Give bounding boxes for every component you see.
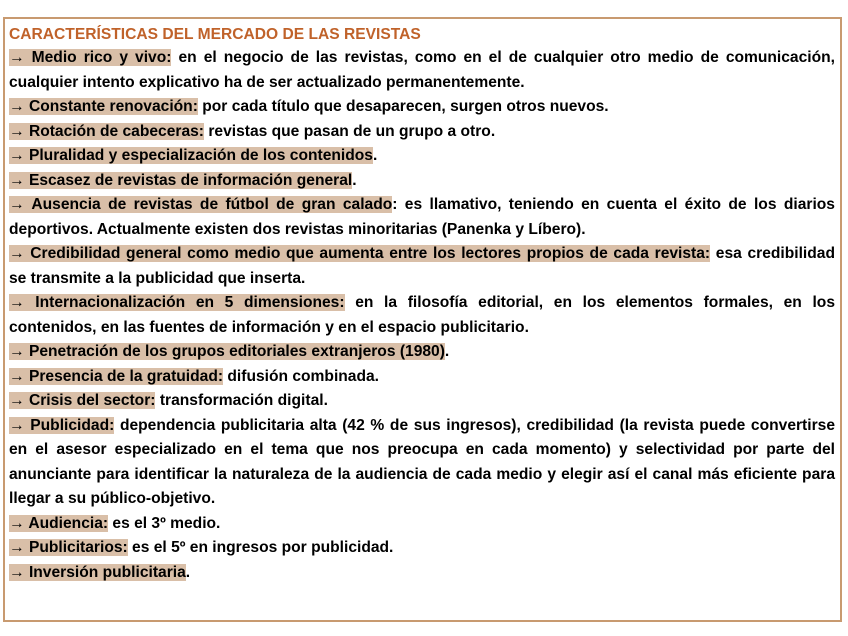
item-term: → Penetración de los grupos editoriales extranjeros (1980) [9, 343, 445, 360]
item-description: . [352, 171, 357, 189]
list-item [9, 95, 835, 120]
list-item [9, 46, 835, 95]
arrow-icon: → [9, 171, 25, 189]
arrow-icon: → [9, 122, 25, 140]
item-term: → Audiencia: [9, 514, 109, 532]
document-content [9, 24, 835, 585]
item-description: . [372, 147, 378, 164]
item-description: esa credibilidad se transmite a la publicidad que inserta. [9, 245, 835, 287]
list-item [9, 291, 835, 340]
item-description: transformación digital. [155, 392, 328, 409]
item-term: → Medio rico y vivo: [9, 49, 172, 66]
item-term: → Ausencia de revistas de fútbol de gran calado [9, 196, 393, 213]
arrow-icon: → [9, 343, 25, 360]
item-description: revistas que pasan de un grupo a otro. [204, 122, 496, 140]
arrow-icon: → [9, 196, 25, 213]
item-description: en la filosofía editorial, en los elementos formales, en los contenidos, en las fuentes de información y en el espacio publicitario. [9, 294, 835, 336]
list-item [9, 389, 835, 414]
arrow-icon: → [9, 245, 25, 262]
list-item [9, 512, 835, 537]
arrow-icon: → [9, 147, 25, 164]
item-term: → Rotación de cabeceras: [9, 122, 205, 140]
item-term: → Inversión publicitaria [9, 563, 186, 581]
arrow-icon: → [9, 367, 25, 385]
item-term: → Pluralidad y especialización de los contenidos [9, 147, 373, 164]
list-item [9, 536, 835, 561]
arrow-icon: → [9, 294, 25, 311]
list-item [9, 242, 835, 291]
arrow-icon: → [9, 98, 25, 115]
item-term: → Credibilidad general como medio que aumenta entre los lectores propios de cada revista: [9, 245, 711, 262]
item-description: . [444, 343, 450, 360]
arrow-icon: → [9, 514, 25, 532]
item-term: → Crisis del sector: [9, 392, 156, 409]
arrow-icon: → [9, 49, 25, 66]
list-item [9, 365, 835, 390]
item-description: en el negocio de las revistas, como en el de cualquier otro medio de comunicación, cualquier intento explicativo ha de ser actualizado permanentemente. [9, 49, 835, 91]
list-item [9, 414, 835, 512]
arrow-icon: → [9, 392, 25, 409]
document-title: CARACTERÍSTICAS DEL MERCADO DE LAS REVISTAS [9, 26, 421, 43]
arrow-icon: → [9, 563, 25, 581]
item-term: → Publicidad: [9, 416, 115, 434]
list-item [9, 169, 835, 194]
list-item [9, 193, 835, 242]
item-description: difusión combinada. [223, 367, 380, 385]
list-item [9, 144, 835, 169]
item-term: → Presencia de la gratuidad: [9, 367, 224, 385]
item-term: → Internacionalización en 5 dimensiones: [9, 294, 345, 311]
list-item [9, 120, 835, 145]
item-term: → Publicitarios: [9, 539, 128, 556]
item-term: → Escasez de revistas de información general [9, 171, 353, 189]
item-description: es el 3º medio. [108, 514, 221, 532]
item-description: dependencia publicitaria alta (42 % de sus ingresos), credibilidad (la revista puede convertirse en el asesor especializado en el tema que nos preocupa en cada momento) y selectividad por parte del anunciante para identificar la naturaleza de la audiencia de cada medio y elegir así el canal más eficiente para llegar a su público-objetivo. [9, 416, 835, 507]
arrow-icon: → [9, 416, 25, 434]
list-item [9, 561, 835, 586]
item-description: es el 5º en ingresos por publicidad. [127, 539, 394, 556]
item-description: por cada título que desaparecen, surgen otros nuevos. [197, 98, 609, 115]
list-item [9, 340, 835, 365]
item-description: : es llamativo, teniendo en cuenta el éxito de los diarios deportivos. Actualmente existen dos revistas minoritarias (Panenka y Líbero). [9, 196, 835, 238]
item-description: . [185, 563, 191, 581]
arrow-icon: → [9, 539, 25, 556]
item-term: → Constante renovación: [9, 98, 198, 115]
